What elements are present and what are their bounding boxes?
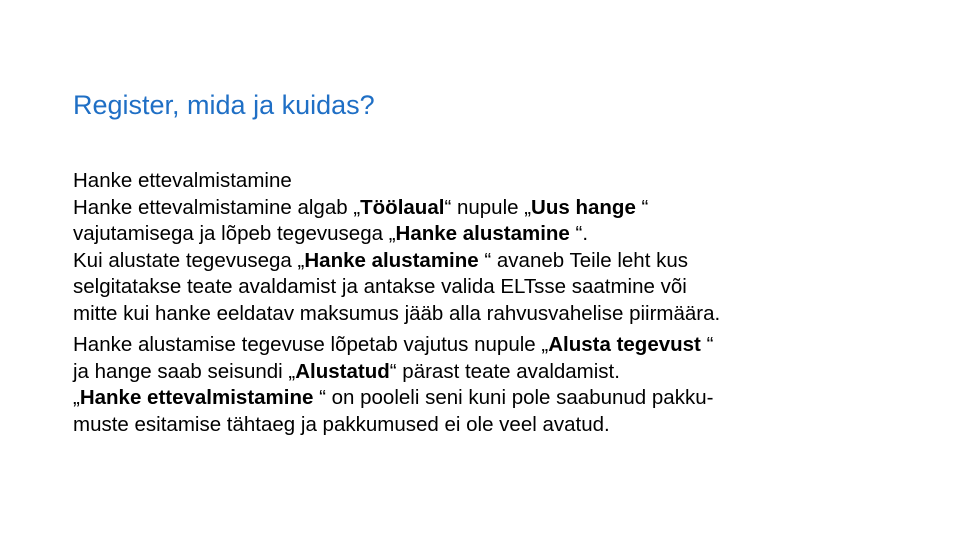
slide-body [73,168,933,438]
paragraph-2-line-1 [73,332,933,359]
text-run: “ avaneb Teile leht kus [478,248,688,272]
paragraph-2-line-3 [73,385,933,412]
paragraph-2-line-4: muste esitamise tähtaeg ja pakkumused ei ole veel avatud. [73,412,610,436]
paragraph-2-line-2 [73,359,933,386]
paragraph-1-line-4: selgitatakse teate avaldamist ja antakse valida ELTsse saatmine või [73,275,687,298]
paragraph-1-line-3 [73,248,933,275]
text-run: “ on pooleli seni kuni pole saabunud pakku- [313,386,714,409]
emphasis-hanke-alustamine: Hanke alustamine [304,248,479,272]
text-run: „ [73,386,80,409]
text-run: “. [569,222,589,245]
emphasis-toolaual: Töölaual [360,195,445,219]
paragraph-1-line-5: mitte kui hanke eeldatav maksumus jääb alla rahvusvahelise piirmäära. [73,301,721,325]
paragraph-1-line-1 [73,195,933,222]
emphasis-alusta-tegevust: Alusta tegevust [548,333,701,356]
text-run: ja hange saab seisundi „ [73,359,296,383]
text-run: “ [635,195,649,219]
emphasis-hanke-ettevalmistamine: Hanke ettevalmistamine [79,386,314,409]
text-run: Hanke alustamise tegevuse lõpetab vajutus nupule „ [73,333,549,356]
emphasis-uus-hange: Uus hange [531,195,636,219]
slide-title: Register, mida ja kuidas? [73,90,375,120]
text-run: “ pärast teate avaldamist. [389,359,620,383]
text-run: Kui alustate tegevusega „ [73,248,305,272]
text-run: “ [700,333,714,356]
paragraph-1-line-2 [73,221,933,248]
section-heading: Hanke ettevalmistamine [73,169,292,192]
text-run: Hanke ettevalmistamine algab „ [73,195,361,219]
text-run: “ nupule „ [444,195,532,219]
emphasis-alustatud: Alustatud [295,359,390,383]
emphasis-hanke-alustamine: Hanke alustamine [395,222,570,245]
text-run: vajutamisega ja lõpeb tegevusega „ [73,222,396,245]
